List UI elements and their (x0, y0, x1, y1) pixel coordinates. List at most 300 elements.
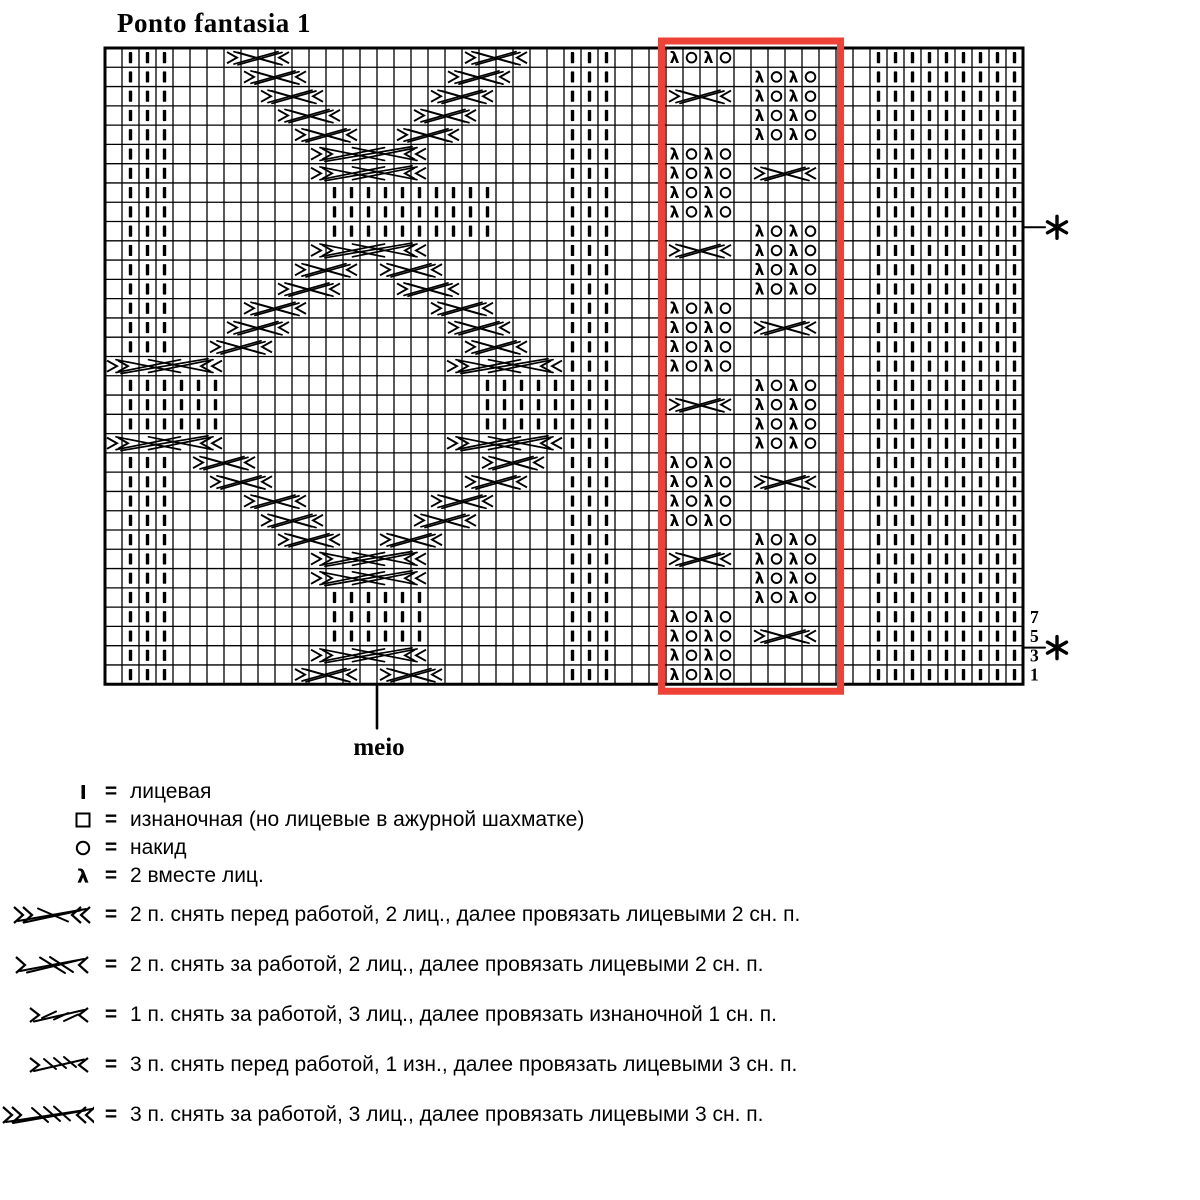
knit-stitch (350, 592, 353, 603)
yarn-over-stitch (721, 477, 731, 487)
yarn-over-stitch (721, 496, 731, 506)
knit-stitch (962, 187, 965, 198)
knit-stitch (401, 592, 404, 603)
k2tog-stitch: λ (788, 68, 799, 87)
k2tog-stitch: λ (669, 318, 680, 337)
knit-stitch (605, 630, 608, 641)
knit-stitch (571, 283, 574, 294)
k2tog-stitch: λ (788, 531, 799, 550)
knit-stitch (894, 476, 897, 487)
knit-stitch (979, 187, 982, 198)
legend-item (0, 834, 1180, 862)
knit-stitch (928, 206, 931, 217)
knit-stitch (979, 553, 982, 564)
yarn-over-stitch (772, 593, 782, 603)
knit-stitch (979, 110, 982, 121)
knit-stitch (418, 206, 421, 217)
k2tog-stitch: λ (669, 299, 680, 318)
yarn-over-stitch (806, 246, 816, 256)
knit-stitch (911, 322, 914, 333)
k2tog-stitch: λ (669, 203, 680, 222)
knit-stitch (214, 399, 217, 410)
knit-stitch (588, 187, 591, 198)
knit-stitch (146, 52, 149, 63)
knit-stitch (996, 361, 999, 372)
cable-c-symbol-icon (0, 1004, 100, 1026)
knit-stitch (588, 630, 591, 641)
knit-stitch (146, 91, 149, 102)
knit-stitch (605, 573, 608, 584)
knit-stitch (928, 226, 931, 237)
knit-stitch (894, 187, 897, 198)
knit-stitch (129, 380, 132, 391)
knit-stitch (197, 380, 200, 391)
knit-stitch (911, 206, 914, 217)
knit-stitch (962, 534, 965, 545)
knit-stitch (962, 341, 965, 352)
k2tog-stitch: λ (788, 569, 799, 588)
k2tog-stitch: λ (703, 203, 714, 222)
knit-stitch (588, 206, 591, 217)
knit-stitch (1013, 226, 1016, 237)
yarn-over-stitch (721, 188, 731, 198)
knit-stitch (979, 264, 982, 275)
legend-equals: = (104, 1053, 118, 1076)
knit-stitch (129, 148, 132, 159)
yarn-over-stitch (772, 265, 782, 275)
knit-stitch (996, 650, 999, 661)
knit-stitch (486, 399, 489, 410)
knit-stitch (911, 650, 914, 661)
knit-stitch (163, 592, 166, 603)
k2tog-stitch: λ (669, 666, 680, 684)
knit-stitch (588, 303, 591, 314)
knit-stitch (962, 553, 965, 564)
knit-stitch (571, 322, 574, 333)
knit-stitch (928, 52, 931, 63)
knit-stitch (146, 650, 149, 661)
knit-stitch (979, 226, 982, 237)
knit-stitch (962, 438, 965, 449)
knit-stitch (605, 187, 608, 198)
k2tog-stitch: λ (703, 511, 714, 530)
k2tog-stitch: λ (669, 511, 680, 530)
knit-stitch (605, 245, 608, 256)
legend-item-text: лицевая (130, 780, 212, 803)
knit-stitch (146, 573, 149, 584)
knit-stitch (928, 573, 931, 584)
knit-stitch (129, 669, 132, 680)
knit-stitch (945, 592, 948, 603)
knit-stitch (996, 52, 999, 63)
knit-stitch (146, 283, 149, 294)
knit-stitch (877, 611, 880, 622)
knit-stitch (979, 630, 982, 641)
knit-stitch (418, 592, 421, 603)
yarn-over-stitch (687, 496, 697, 506)
knit-stitch (605, 438, 608, 449)
yarn-over-stitch (806, 381, 816, 391)
knit-stitch (996, 611, 999, 622)
knit-stitch (571, 148, 574, 159)
knit-stitch (911, 303, 914, 314)
knit-stitch (163, 495, 166, 506)
knit-stitch (146, 476, 149, 487)
knit-stitch (146, 418, 149, 429)
knit-stitch (146, 187, 149, 198)
knit-stitch (571, 650, 574, 661)
knit-stitch (588, 283, 591, 294)
knit-stitch (928, 457, 931, 468)
k2tog-stitch: λ (788, 588, 799, 607)
knit-stitch (894, 669, 897, 680)
knit-stitch (146, 630, 149, 641)
yarn-over-stitch (721, 169, 731, 179)
knit-stitch (945, 283, 948, 294)
knit-stitch (401, 630, 404, 641)
knit-stitch (911, 399, 914, 410)
knit-stitch (571, 110, 574, 121)
yarn-over-stitch (806, 284, 816, 294)
knit-stitch (894, 399, 897, 410)
knit-stitch (503, 380, 506, 391)
knit-stitch (129, 650, 132, 661)
knit-stitch (1013, 71, 1016, 82)
knit-stitch (894, 71, 897, 82)
knit-stitch (928, 418, 931, 429)
yarn-over-stitch (721, 149, 731, 159)
knit-stitch (163, 611, 166, 622)
knit-stitch (894, 322, 897, 333)
legend-equals: = (104, 953, 118, 976)
knit-stitch (1013, 399, 1016, 410)
knit-stitch (877, 91, 880, 102)
knit-stitch (401, 226, 404, 237)
knit-stitch (962, 592, 965, 603)
k2tog-stitch: λ (703, 49, 714, 68)
knit-stitch (384, 226, 387, 237)
knit-stitch (877, 534, 880, 545)
knit-stitch (571, 630, 574, 641)
knit-stitch (129, 303, 132, 314)
knit-stitch (945, 495, 948, 506)
knit-stitch (962, 129, 965, 140)
knit-stitch (928, 476, 931, 487)
knit-stitch (979, 495, 982, 506)
knit-stitch (979, 457, 982, 468)
knit-stitch (571, 457, 574, 468)
knit-stitch (911, 168, 914, 179)
k2tog-stitch: λ (669, 627, 680, 646)
knit-stitch (996, 553, 999, 564)
knit-stitch (571, 168, 574, 179)
knit-stitch (129, 476, 132, 487)
knit-stitch (588, 341, 591, 352)
knit-stitch (894, 592, 897, 603)
knit-stitch (979, 361, 982, 372)
legend-equals: = (104, 808, 118, 831)
cable-b-symbol-icon (0, 954, 100, 976)
k2tog-stitch: λ (754, 396, 765, 415)
legend-item (0, 890, 1180, 940)
yarn-over-stitch (687, 631, 697, 641)
knit-stitch (894, 650, 897, 661)
k2tog-stitch: λ (754, 550, 765, 569)
double-cable-cross-symbol (447, 359, 562, 374)
knit-stitch (911, 361, 914, 372)
knit-stitch (928, 669, 931, 680)
knit-stitch (333, 592, 336, 603)
knit-stitch (350, 226, 353, 237)
knit-stitch (962, 110, 965, 121)
knit-stitch (894, 110, 897, 121)
knit-stitch (163, 380, 166, 391)
knit-stitch (894, 52, 897, 63)
row-number: 5 (1030, 626, 1039, 647)
knit-stitch (979, 399, 982, 410)
knit-stitch (979, 52, 982, 63)
knit-stitch (962, 515, 965, 526)
knit-stitch (928, 630, 931, 641)
knit-stitch (588, 129, 591, 140)
yarn-over-stitch (687, 516, 697, 526)
knit-stitch (877, 495, 880, 506)
knit-stitch (877, 592, 880, 603)
knit-stitch (571, 592, 574, 603)
yarn-over-stitch (721, 612, 731, 622)
knit-stitch (877, 553, 880, 564)
yarn-over-stitch (772, 72, 782, 82)
knit-stitch (962, 245, 965, 256)
knit-stitch (962, 303, 965, 314)
knit-stitch (962, 206, 965, 217)
knit-stitch (588, 534, 591, 545)
k2tog-stitch: λ (669, 453, 680, 472)
knit-stitch (979, 611, 982, 622)
knit-stitch (996, 226, 999, 237)
knit-stitch (996, 515, 999, 526)
legend-item (0, 1090, 1180, 1140)
knit-stitch (928, 283, 931, 294)
knit-stitch (129, 553, 132, 564)
yarn-over-stitch (687, 361, 697, 371)
knit-stitch (435, 226, 438, 237)
knit-stitch (945, 515, 948, 526)
knit-stitch (979, 322, 982, 333)
knit-stitch (911, 226, 914, 237)
knit-stitch (877, 71, 880, 82)
knit-stitch (945, 52, 948, 63)
k2tog-stitch: λ (754, 569, 765, 588)
k2tog-stitch: λ (703, 608, 714, 627)
yarn-over-stitch (687, 651, 697, 661)
legend (0, 778, 1180, 1140)
yarn-over-stitch (721, 361, 731, 371)
legend-item-text: 2 п. снять перед работой, 2 лиц., далее провязать лицевыми 2 сн. п. (130, 903, 801, 926)
knit-stitch (605, 515, 608, 526)
k2tog-stitch: λ (669, 164, 680, 183)
knit-stitch (588, 457, 591, 468)
knit-stitch (894, 380, 897, 391)
yarn-over-stitch (687, 188, 697, 198)
knit-stitch (996, 129, 999, 140)
knit-stitch (962, 476, 965, 487)
knit-stitch (146, 495, 149, 506)
cable-a-symbol-icon (0, 904, 100, 926)
knit-stitch (894, 264, 897, 275)
knit-stitch (928, 553, 931, 564)
knit-stitch (605, 553, 608, 564)
yarn-over-stitch (772, 246, 782, 256)
knit-stitch (962, 226, 965, 237)
knit-stitch (163, 52, 166, 63)
legend-item-text: 1 п. снять за работой, 3 лиц., далее провязать изнаночной 1 сн. п. (130, 1003, 778, 1026)
knit-stitch (1013, 361, 1016, 372)
knit-stitch (1013, 303, 1016, 314)
yarn-over-stitch (806, 72, 816, 82)
knit-stitch (945, 187, 948, 198)
yarn-over-stitch (687, 169, 697, 179)
knit-stitch (945, 361, 948, 372)
knit-stitch (588, 245, 591, 256)
knit-stitch (979, 245, 982, 256)
knit-stitch (384, 630, 387, 641)
knit-stitch (180, 418, 183, 429)
knit-stitch (962, 418, 965, 429)
knit-stitch (588, 476, 591, 487)
knit-stitch (163, 399, 166, 410)
knit-stitch (571, 438, 574, 449)
legend-equals: = (104, 836, 118, 859)
knit-stitch (486, 380, 489, 391)
yarn-over-stitch (806, 438, 816, 448)
knit-stitch (554, 399, 557, 410)
knit-stitch (401, 611, 404, 622)
knit-stitch (928, 91, 931, 102)
yarn-over-stitch (772, 400, 782, 410)
knit-stitch (996, 630, 999, 641)
page-title: Ponto fantasia 1 (117, 8, 312, 38)
knit-stitch (469, 206, 472, 217)
yarn-over-stitch (687, 207, 697, 217)
knit-stitch (129, 168, 132, 179)
knit-stitch (146, 148, 149, 159)
knit-stitch (571, 52, 574, 63)
knit-stitch (962, 399, 965, 410)
knit-stitch (894, 630, 897, 641)
knit-stitch (996, 573, 999, 584)
knit-stitch (911, 52, 914, 63)
knit-stitch (605, 283, 608, 294)
knit-stitch (945, 110, 948, 121)
knit-stitch (996, 495, 999, 506)
knit-stitch (996, 341, 999, 352)
k2tog-stitch: λ (703, 318, 714, 337)
knit-stitch (1013, 553, 1016, 564)
k2tog-stitch: λ (788, 396, 799, 415)
knit-stitch (129, 245, 132, 256)
knit-stitch (435, 187, 438, 198)
knit-stitch (877, 669, 880, 680)
knit-stitch (571, 553, 574, 564)
knit-stitch (928, 187, 931, 198)
knit-stitch (877, 110, 880, 121)
knit-stitch (1013, 341, 1016, 352)
knit-stitch (996, 168, 999, 179)
yarn-over-stitch (806, 535, 816, 545)
yarn-over-stitch (772, 111, 782, 121)
knit-stitch (996, 264, 999, 275)
legend-item-text: накид (130, 836, 187, 859)
knit-stitch (1013, 187, 1016, 198)
knit-stitch (554, 418, 557, 429)
knit-stitch (588, 495, 591, 506)
knit-stitch (996, 91, 999, 102)
knit-stitch (945, 573, 948, 584)
knit-stitch (163, 283, 166, 294)
knit-stitch (979, 476, 982, 487)
knit-stitch (877, 226, 880, 237)
knit-stitch (588, 553, 591, 564)
knit-stitch (384, 187, 387, 198)
knit-stitch (333, 611, 336, 622)
yarn-over-stitch (721, 53, 731, 63)
k2tog-stitch: λ (703, 473, 714, 492)
knit-stitch (945, 553, 948, 564)
knit-stitch (945, 168, 948, 179)
k2tog-stitch: λ (669, 338, 680, 357)
knit-stitch (1013, 457, 1016, 468)
knit-stitch (928, 650, 931, 661)
yarn-over-stitch (687, 149, 697, 159)
knit-stitch (877, 322, 880, 333)
legend-item (0, 806, 1180, 834)
yarn-over-stitch (721, 670, 731, 680)
knit-stitch (350, 630, 353, 641)
k2tog-stitch: λ (788, 241, 799, 260)
knit-stitch (979, 91, 982, 102)
knit-stitch (588, 52, 591, 63)
knit-stitch (928, 341, 931, 352)
knit-stitch (962, 148, 965, 159)
knit-stitch (1013, 650, 1016, 661)
knit-stitch (1013, 515, 1016, 526)
knit-stitch (945, 206, 948, 217)
knit-stitch (571, 495, 574, 506)
knit-stitch (588, 650, 591, 661)
knit-stitch (367, 630, 370, 641)
knit-stitch (588, 148, 591, 159)
knit-stitch (962, 91, 965, 102)
k2tog-stitch: λ (754, 531, 765, 550)
k2tog-stitch: λ (703, 145, 714, 164)
knit-stitch (588, 611, 591, 622)
knit-stitch (554, 380, 557, 391)
knit-stitch (911, 245, 914, 256)
double-cable-cross-symbol (311, 147, 426, 162)
yarn-over-stitch (772, 381, 782, 391)
knit-stitch (877, 418, 880, 429)
knit-stitch (911, 476, 914, 487)
yarn-over-stitch (806, 593, 816, 603)
knit-stitch (605, 669, 608, 680)
knit-stitch (163, 669, 166, 680)
knit-stitch (452, 187, 455, 198)
knit-stitch (877, 573, 880, 584)
knit-stitch (520, 418, 523, 429)
knit-stitch (129, 264, 132, 275)
knit-stitch (877, 187, 880, 198)
